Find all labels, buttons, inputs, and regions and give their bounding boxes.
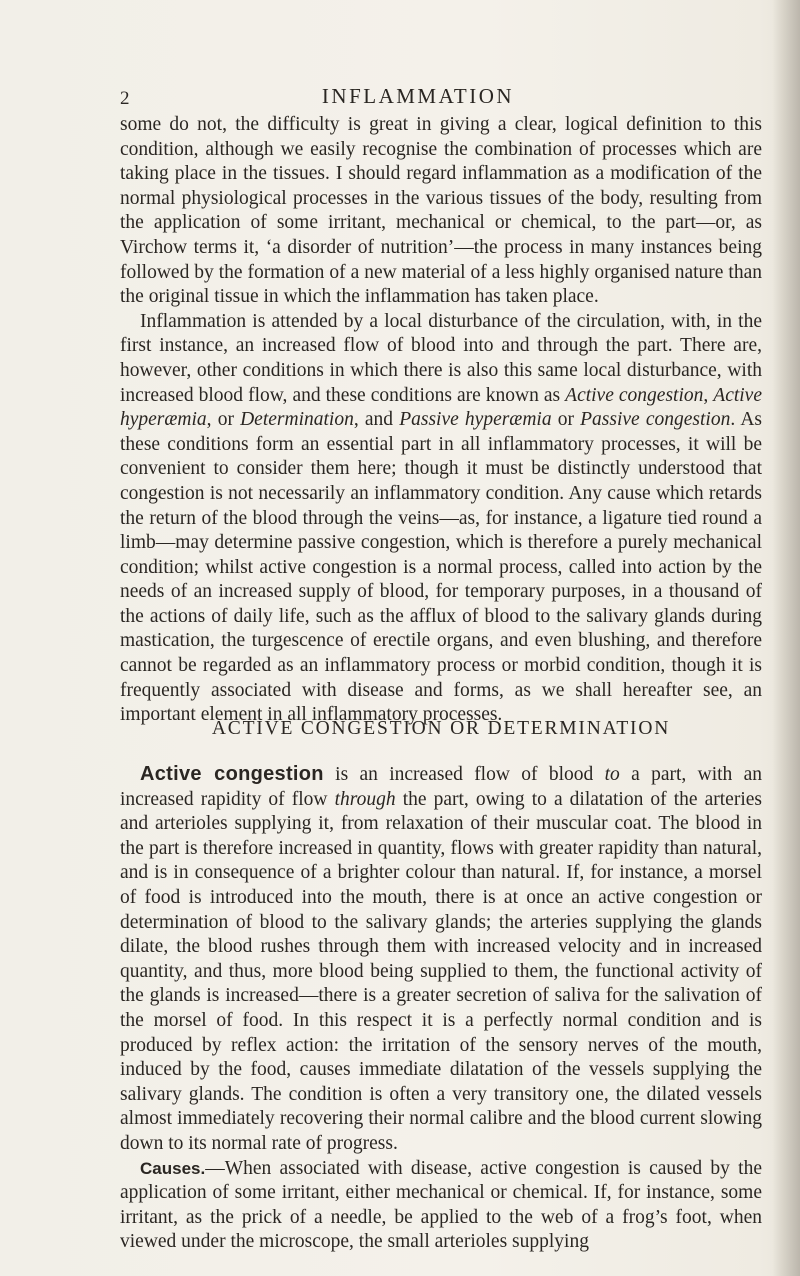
page-edge-shadow [772,0,800,1276]
paragraph-congestion-intro [120,310,762,728]
body-text-section [120,762,762,1255]
term-active-hyperaemia: Active hyperæmia [120,384,762,431]
page-number: 2 [120,88,130,109]
paragraph-text: is an increased flow of blood [323,764,605,785]
paragraph-text: a part, with an increased rapidity of flow [120,764,763,810]
emphasis-through: through [334,788,396,810]
paragraph-active-congestion [120,762,762,1157]
paragraph-continued: some do not, the difficulty is great in giving a clear, logical definition to this condition, although we easily recognise the combination of processes which are taking place in the tissues. I should regard inflammation as a modification of the normal physiological processes in the various tissues of the body, resulting from the application of some irritant, mechanical or chemical, to the part—or, as Virchow terms it, ‘a disorder of nutrition’—the process in many instances being followed by the formation of a new material of a less highly organised nature than the original tissue in which the inflammation has taken place. [120,114,762,308]
term-determination: Determination [240,409,354,431]
paragraph-causes [120,1157,762,1255]
paragraph-text: . As these conditions form an essential part in all inflammatory processes, it will be convenient to consider them here; though it must be distinctly understood that congestion is not necessarily an inflammatory condition. Any cause which retards the return of the blood through the veins—as, for instance, a ligature tied round a limb—may determine passive congestion, which is therefore a purely mechanical condition; whilst active congestion is a normal process, called into action by the needs of an increased supply of blood, for temporary purposes, in a thousand of the actions of daily life, such as the afflux of blood to the salivary glands during mastication, the turgescence of erectile organs, and even blushing, and therefore cannot be regarded as an inflammatory process or morbid condition, though it is frequently associated with disease and forms, as we shall hereafter see, an important element in all inflammatory processes. [120,409,762,726]
paragraph-text: the part, owing to a dilatation of the arteries and arterioles supplying it, from relaxation of their muscular coat. The blood in the part is therefore increased in quantity, flows with greater rapidity than natural, and is in consequence of a brighter colour than natural. If, for instance, a morsel of food is introduced into the mouth, there is at once an active congestion or determination of blood to the salivary glands; the arteries supplying the glands dilate, the blood rushes through them with increased velocity and in increased quantity, and thus, more blood being supplied to them, the functional activity of the glands is increased—there is a greater secretion of saliva for the salivation of the morsel of food. In this respect it is a perfectly normal condition and is produced by reflex action: the irritation of the sensory nerves of the mouth, induced by the food, causes immediate dilatation of the vessels supplying the salivary glands. The condition is often a very transitory one, the dilated vessels almost immediately recovering their normal calibre and the blood current slowing down to its normal rate of progress. [120,788,762,1154]
separator: , [703,384,714,406]
term-passive-congestion: Passive congestion [580,409,731,431]
paragraph-text: Inflammation is attended by a local disturbance of the circulation, with, in the first instance, an increased flow of blood into and through the part. There are, however, other conditions in which there is also this same local disturbance, with increased blood flow, and these conditions are known as [120,310,762,406]
runin-heading-active-congestion: Active congestion [140,763,324,785]
running-head: INFLAMMATION [321,84,515,108]
separator: or [551,409,581,431]
body-text-top [120,113,762,728]
paragraph-text: —When associated with disease, active congestion is caused by the application of some irritant, either mechanical or chemical. If, for instance, some irritant, as the prick of a needle, be applied to the web of a frog’s foot, when viewed under the microscope, the small arterioles supplying [120,1157,762,1253]
section-heading: ACTIVE CONGESTION OR DETERMINATION [211,718,671,739]
term-passive-hyperaemia: Passive hyperæmia [399,409,552,431]
separator: , and [353,409,400,431]
separator: , or [206,409,241,431]
runin-heading-causes: Causes. [140,1158,206,1178]
term-active-congestion: Active congestion [565,384,704,406]
emphasis-to: to [604,764,620,785]
